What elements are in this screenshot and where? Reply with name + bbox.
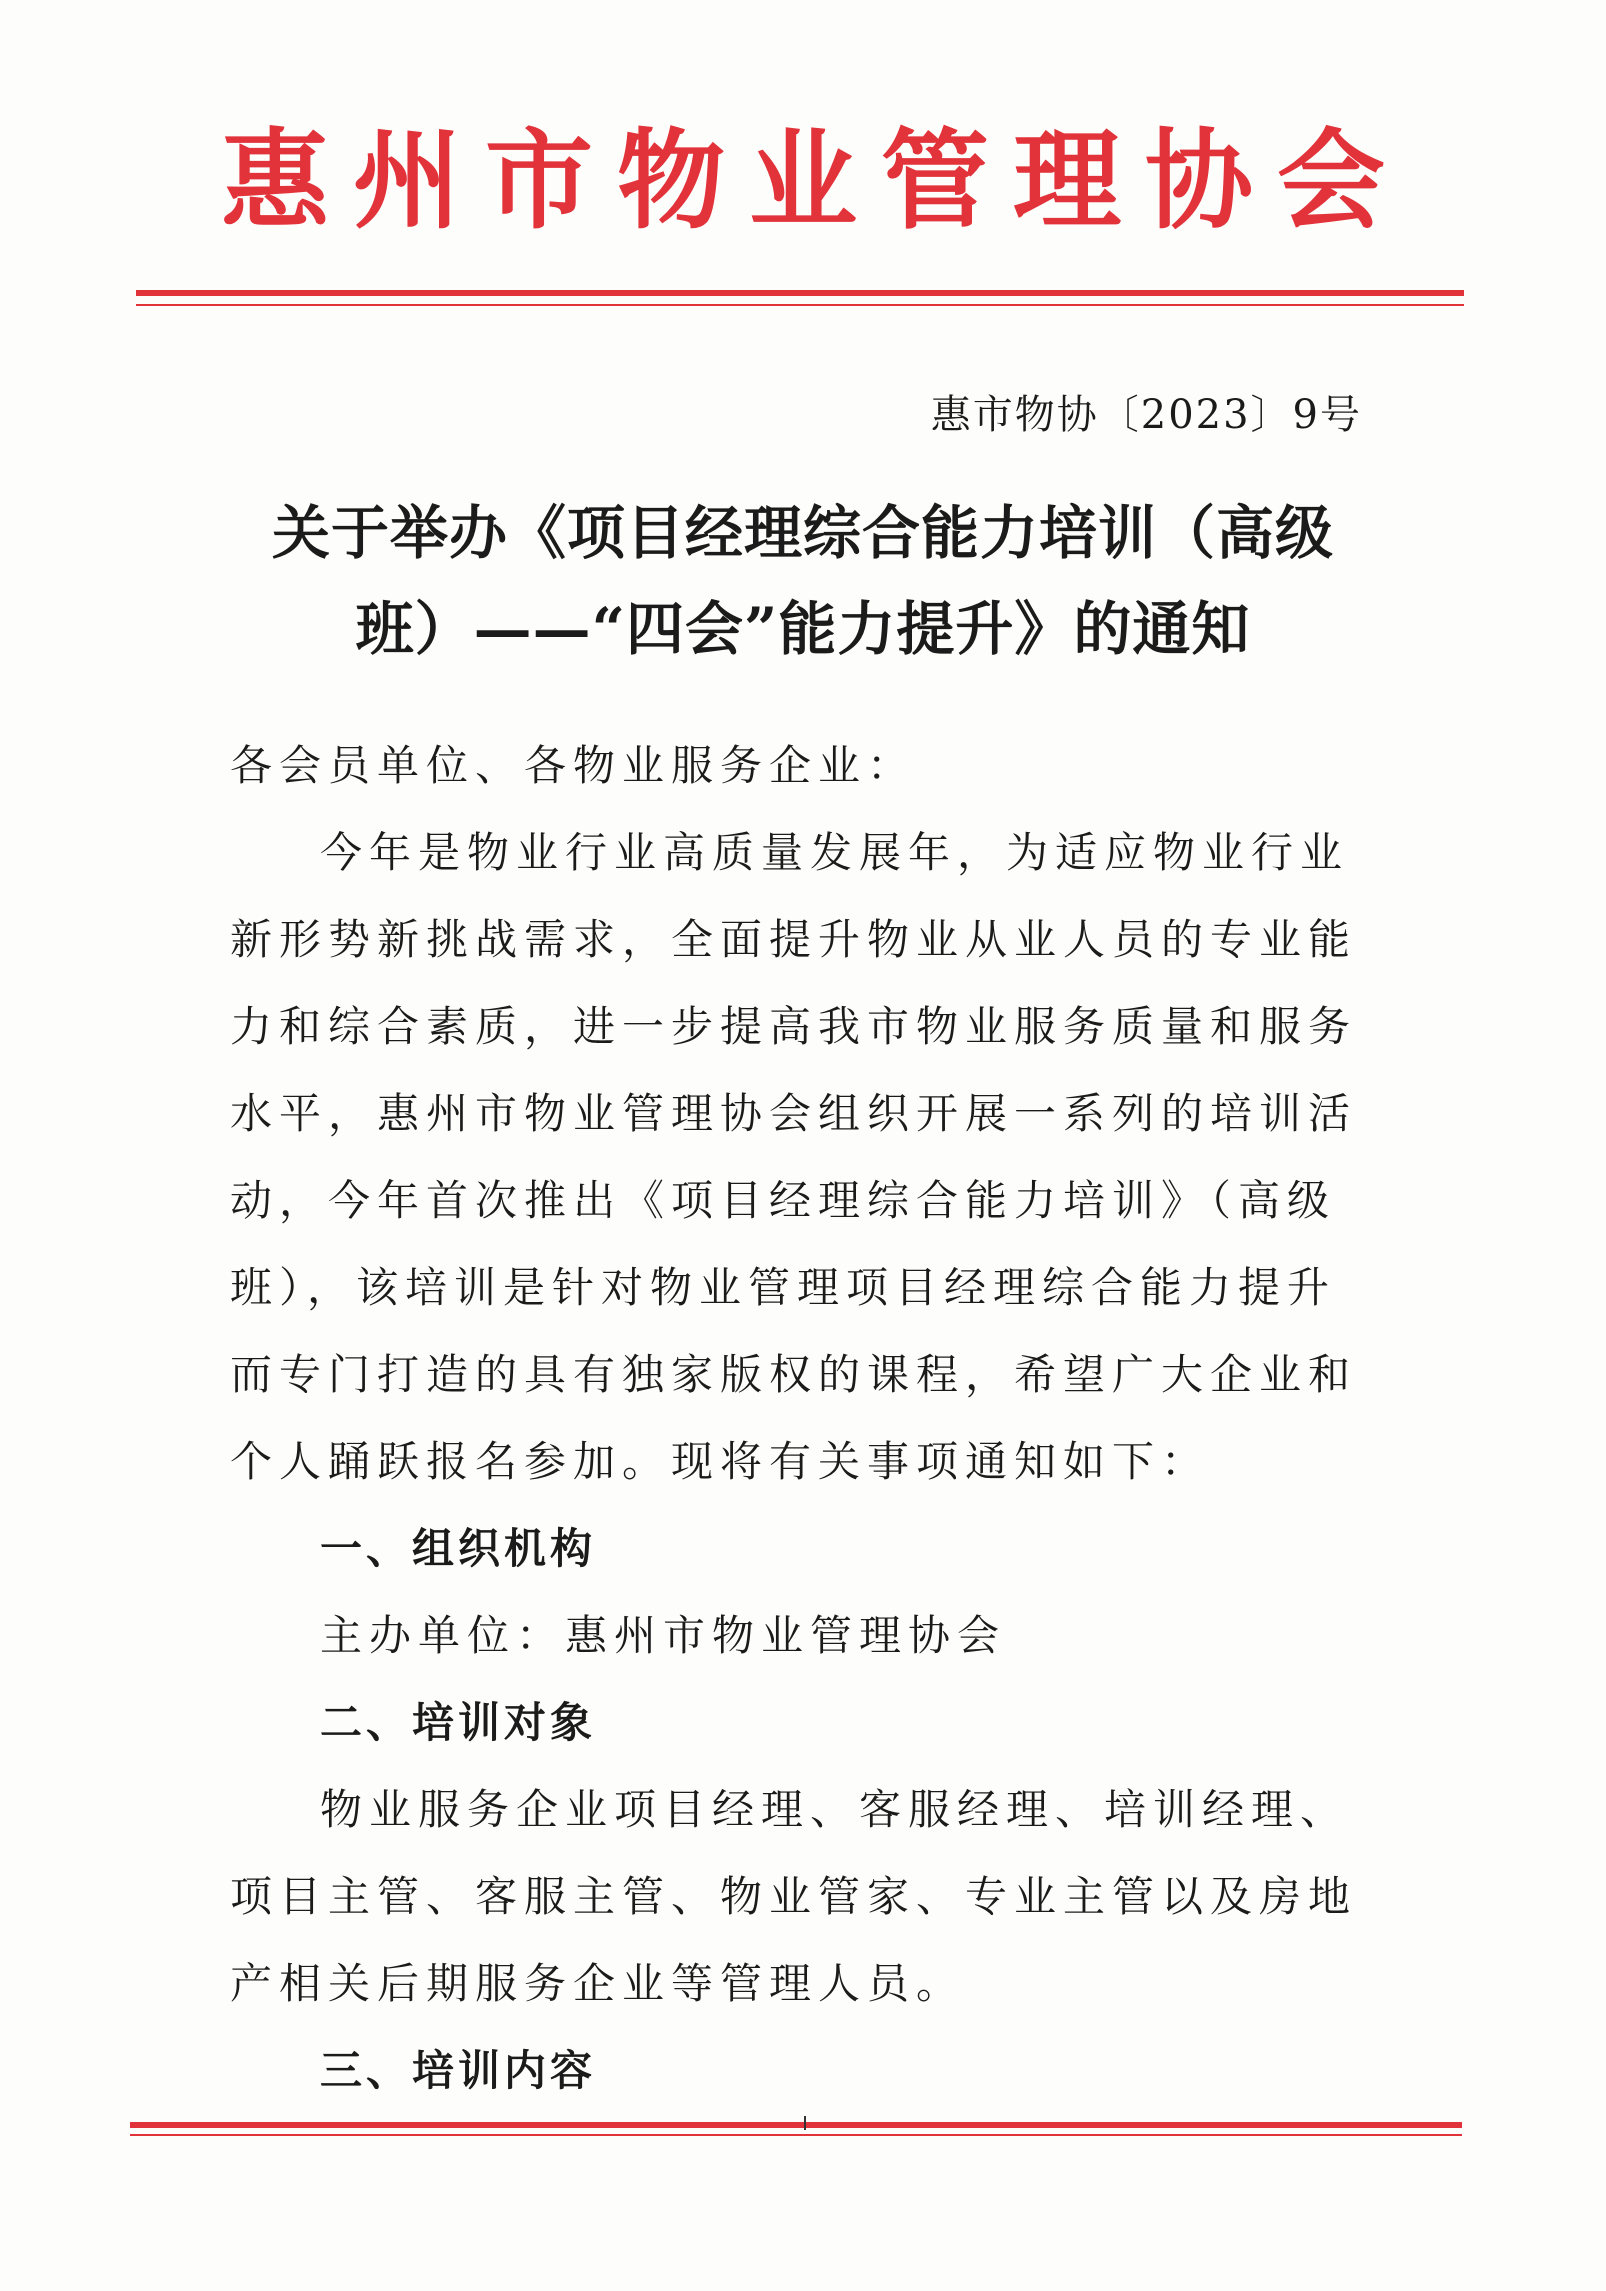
- section-heading-audience: 二、培训对象: [320, 1698, 597, 1747]
- footer-rule-thick: [130, 2122, 1462, 2128]
- section-heading-content: 三、培训内容: [320, 2046, 597, 2095]
- document-title: [230, 485, 1376, 677]
- letterhead-rule-thin: [136, 304, 1464, 306]
- section-text-audience: 物业服务企业项目经理、客服经理、培训经理、项目主管、客服主管、物业管家、专业主管以及房地产相关后期服务企业等管理人员。: [230, 1785, 1358, 2008]
- letterhead-organization-name: 惠州市物业管理协会: [220, 119, 1409, 244]
- document-number: 惠市物协〔2023〕9号: [930, 392, 1362, 438]
- title-line-2: 班）——“四会”能力提升》的通知: [355, 595, 1251, 663]
- footer-rule-thin: [130, 2134, 1462, 2136]
- salutation: 各会员单位、各物业服务企业：: [230, 741, 917, 790]
- section-heading-organization: 一、组织机构: [320, 1524, 597, 1573]
- document-body: [230, 722, 1376, 2114]
- letterhead-rule-thick: [136, 290, 1464, 296]
- section-text-organization: 主办单位：惠州市物业管理协会: [320, 1611, 1007, 1660]
- intro-paragraph: 今年是物业行业高质量发展年，为适应物业行业新形势新挑战需求，全面提升物业从业人员的专业能力和综合素质，进一步提高我市物业服务质量和服务水平，惠州市物业管理协会组织开展一系列的培训活动，今年首次推出《项目经理综合能力培训》（高级班），该培训是针对物业管理项目经理综合能力提升而专门打造的具有独家版权的课程，希望广大企业和个人踊跃报名参加。现将有关事项通知如下：: [230, 828, 1358, 1486]
- page-center-mark: [804, 2116, 806, 2130]
- title-line-1: 关于举办《项目经理综合能力培训（高级: [271, 499, 1334, 567]
